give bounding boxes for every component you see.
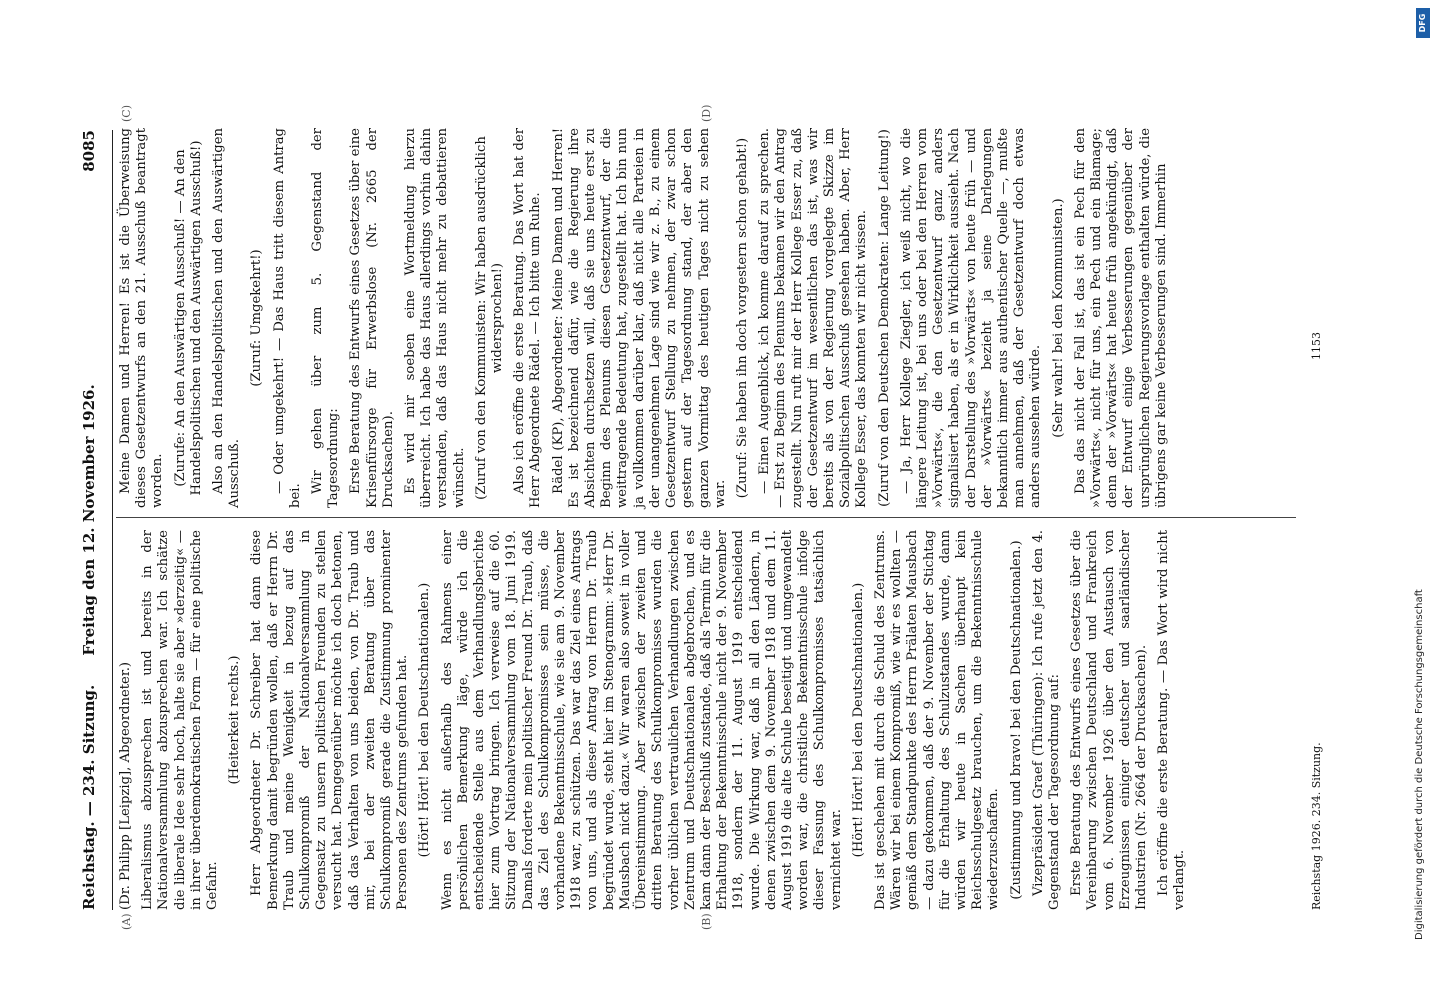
- side-note-text: Digitalisierung gefördert durch die Deutsche Forschungsgemeinschaft: [1414, 589, 1425, 940]
- header-center: Freitag den 12. November 1926.: [80, 384, 98, 656]
- right-column: [118, 128, 1176, 508]
- agenda-item: Erste Beratung des Entwurfs eines Gesetzes über eine Krisenfürsorge für Erwerbslose (Nr. 2665 der Drucksachen).: [348, 128, 396, 508]
- paragraph: Es wird mir soeben eine Wortmeldung hierzu überreicht. Ich habe das Haus allerdings vorhin dahin verstanden, daß das Haus nicht mehr zu debattieren wünscht.: [403, 128, 467, 508]
- footer-left: Reichstag 1926. 234. Sitzung.: [1310, 742, 1323, 910]
- page-header: [80, 130, 108, 910]
- interjection: (Sehr wahr! bei den Kommunisten.): [1050, 198, 1066, 438]
- margin-mark-c: (C): [120, 105, 133, 122]
- interjection: (Hört! Hört! bei den Deutschnationalen.): [417, 582, 433, 858]
- paragraph: Das das nicht der Fall ist, das ist ein Pech für den »Vorwärts«, nicht für uns, ein Pech und ein Blamage; denn der »Vorwärts« hat heute früh angekündigt, daß der Entwurf einige Verbesserungen gegenüber der ursprünglichen Regierungsvorlage enthalten würde, die übrigens gar keine Verbesserungen sind. Immerhin: [1072, 128, 1169, 508]
- paragraph: Also an den Handelspolitischen und den Auswärtigen Ausschuß.: [211, 128, 243, 508]
- margin-mark-b: (B): [700, 913, 713, 930]
- side-note: [1410, 60, 1430, 940]
- paragraph: Also ich eröffne die erste Beratung. Das Wort hat der Herr Abgeordnete Rädel. — Ich bitte um Ruhe.: [512, 128, 544, 508]
- paragraph: (Dr. Philipp [Leipzig], Abgeordneter.): [118, 661, 133, 910]
- interjection: (Zuruf von den Deutschen Demokraten: Lange Leitung!): [876, 129, 892, 507]
- paragraph: Herr Abgeordneter Dr. Schreiber hat dann diese Bemerkung damit begründen wollen, daß er Herrn Dr. Traub und meine Wenigkeit in bezug auf das Schulkompromiß der Nationalversammlung in Gegensatz zu unsern politischen Freunden zu stellen versucht hat. Demgegenüber möchte ich doch betonen, daß das Verhalten von uns beiden, von Dr. Traub und mir, bei der zweiten Beratung über das Schulkompromiß gerade die Zustimmung prominenter Personen des Zentrums gefunden hat.: [249, 530, 411, 910]
- paragraph: Das ist geschehen mit durch die Schuld des Zentrums. Wären wir bei einem Kompromiß, wie wir es wollten — gemäß dem Standpunkte des Herrn Prälaten Mausbach — dazu gekommen, daß der 9. November der Stichtag für die Erhaltung des Schulzustandes wurde, dann würden wir heute in Sachen überhaupt kein Reichsschulgesetz brauchen, um die Bekenntnisschule wiederzuschaffen.: [872, 530, 1002, 910]
- paragraph: Rädel (KP), Abgeordneter: Meine Damen und Herren! Es ist bezeichnend dafür, wie die Regierung ihre Absichten durchsetzen will, daß sie uns heute erst zu Beginn des Plenums diesen Gesetzentwurf, der die weittragende Bedeutung hat, zugestellt hat. Ich bin nun ja vollkommen darüber klar, daß nicht alle Parteien in der unangenehmen Lage sind wie wir z. B., zu einem Gesetzentwurf Stellung zu nehmen, der zwar schon gestern auf der Tagesordnung stand, der aber den ganzen Vormittag des heutigen Tages nicht zu sehen war.: [550, 128, 728, 508]
- paragraph: Wir gehen über zum 5. Gegenstand der Tagesordnung:: [310, 128, 342, 508]
- margin-mark-a: (A): [120, 913, 133, 930]
- paragraph: — Oder umgekehrt! — Das Haus tritt diesem Antrag bei.: [271, 128, 303, 508]
- paragraph: Vizepräsident Graef (Thüringen): Ich rufe jetzt den 4. Gegenstand der Tagesordnung auf:: [1030, 530, 1062, 910]
- footer-sheet-number: 1153: [1310, 332, 1323, 360]
- interjection: (Zuruf: Umgekehrt!): [249, 249, 265, 387]
- interjection: (Heiterkeit rechts.): [227, 655, 243, 785]
- interjection: (Hört! Hört! bei den Deutschnationalen.): [850, 582, 866, 858]
- paragraph: Meine Damen und Herren! Es ist die Überweisung dieses Gesetzentwurfs an den 21. Ausschuß beantragt worden.: [118, 128, 166, 508]
- paragraph: Wenn es nicht außerhalb des Rahmens einer persönlichen Bemerkung läge, würde ich die entscheidende Stelle aus dem Verhandlungsberichte hier zum Vortrag bringen. Ich verweise auf die 60. Sitzung der Nationalversammlung vom 18. Juni 1919. Damals forderte mein politischer Freund Dr. Traub, daß das Ziel des Schulkompromisses sein müsse, die vorhandene Bekenntnisschule, wie sie am 9. November 1918 war, zu schützen. Das war das Ziel eines Antrags von uns, und als dieser Antrag von Herrn Dr. Traub begründet wurde, steht hier im Stenogramm: »Herr Dr. Mausbach nickt dazu.« Wir waren also soweit in voller Übereinstimmung. Aber zwischen der zweiten und dritten Beratung des Schulkompromisses wurden die vorher üblichen vertraulichen Verhandlungen zwischen Zentrum und Deutschnationalen abgebrochen, und es kam dann der Beschluß zustande, daß als Termin für die Erhaltung der Bekenntnisschule nicht der 9. November 1918, sondern der 11. August 1919 entscheidend wurde. Die Wirkung war, daß in all den Ländern, in denen zwischen dem 9. November 1918 und dem 11. August 1919 die alte Schule beseitigt und umgewandelt worden war, die christliche Bekenntnisschule infolge dieser Fassung des Schulkompromisses tatsächlich vernichtet war.: [439, 530, 844, 910]
- agenda-item: Erste Beratung des Entwurfs eines Gesetzes über die Vereinbarung zwischen Deutschland und Frankreich vom 6. November 1926 über den Austausch von Erzeugnissen einiger deutscher und saarländischer Industrien (Nr. 2664 der Drucksachen).: [1069, 530, 1149, 910]
- paragraph: Ich eröffne die erste Beratung. — Das Wort wird nicht verlangt.: [1156, 530, 1188, 910]
- interjection: (Zustimmung und bravo! bei den Deutschnationalen.): [1008, 540, 1024, 900]
- dfg-logo-text: DFG: [1418, 13, 1427, 33]
- interjection: (Zuruf von den Kommunisten: Wir haben ausdrücklich widersprochen!): [473, 136, 506, 500]
- paragraph: — Ja, Herr Kollege Ziegler, ich weiß nicht, wo die längere Leitung ist, bei uns oder bei den Herren vom »Vorwärts«, die den Gesetzentwurf ganz anders signalisiert haben, als er in Wirklichkeit aussieht. Nach der Darstellung des »Vorwärts« von heute früh — und der »Vorwärts« bezieht ja seine Darlegungen bekanntlich immer aus authentischer Quelle —, mußte man annehmen, daß der Gesetzentwurf doch etwas anders aussehen würde.: [898, 128, 1044, 508]
- paragraph: Liberalismus abzusprechen ist und bereits in der Nationalversammlung abzusprechen war. Ich schätze die liberale Idee sehr hoch, halte sie aber »derzeitig« — in ihrer überdemokratischen Form — für eine politische Gefahr.: [140, 530, 221, 910]
- header-left: Reichstag. — 234. Sitzung.: [80, 684, 98, 910]
- header-rule: [112, 130, 113, 910]
- margin-mark-d: (D): [700, 104, 713, 122]
- paragraph: — Einen Augenblick, ich komme darauf zu sprechen. — Erst zu Beginn des Plenums bekamen wir den Antrag zugestellt. Nun ruft mir der Herr Kollege Esser zu, daß der Gesetzentwurf im wesentlichen das ist, was wir bereits als von der Regierung vorgelegte Skizze im Sozialpolitischen Ausschuß gesehen haben. Aber, Herr Kollege Esser, das konnten wir nicht wissen.: [757, 128, 870, 508]
- dfg-logo: [1416, 8, 1430, 38]
- interjection: (Zurufe: An den Auswärtigen Ausschuß! — An den Handelspolitischen und den Auswärtigen Ausschuß!): [172, 140, 204, 496]
- left-column: [118, 530, 1195, 910]
- header-page-number: 8085: [80, 130, 98, 172]
- column-divider: [116, 517, 1296, 518]
- interjection: (Zuruf: Sie haben ihn doch vorgestern schon gehabt!): [734, 137, 750, 499]
